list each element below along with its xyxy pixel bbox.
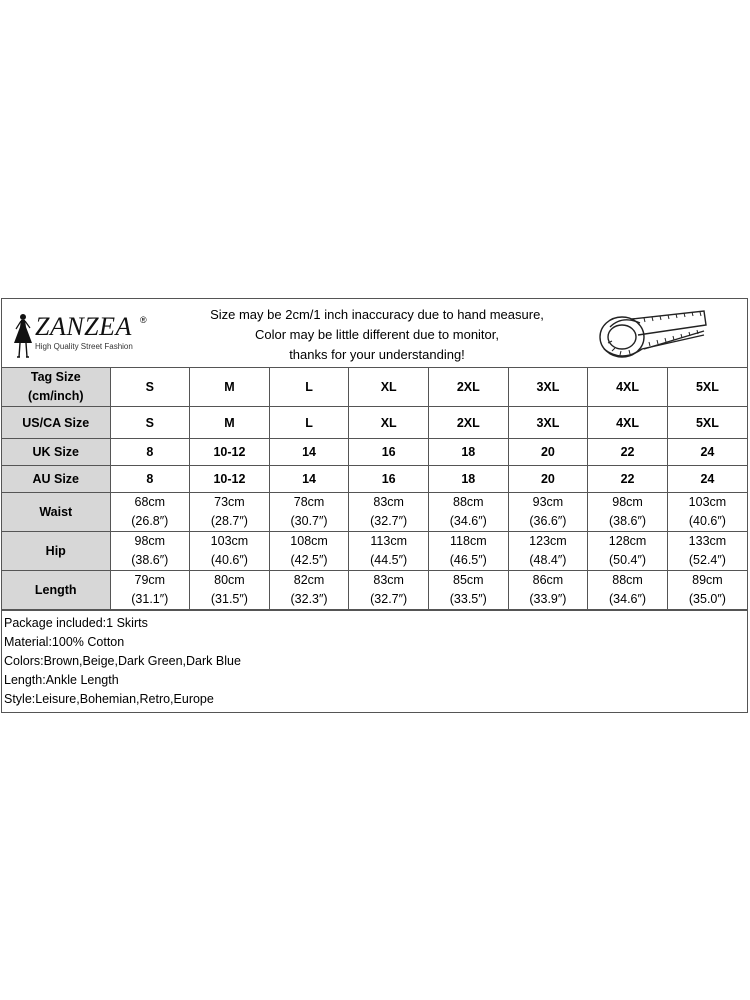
- info-line: Style:Leisure,Bohemian,Retro,Europe: [4, 692, 214, 706]
- table-cell: 86cm (33.9″): [508, 571, 588, 610]
- table-cell: M: [190, 407, 270, 439]
- table-cell: 103cm (40.6″): [190, 532, 270, 571]
- table-row: [2, 368, 747, 407]
- table-cell: 3XL: [508, 368, 588, 407]
- table-cell: 73cm (28.7″): [190, 493, 270, 532]
- table-cell: 10-12: [190, 439, 270, 466]
- brand-name: ZANZEA: [35, 312, 132, 341]
- row-label: Waist: [2, 493, 110, 532]
- table-cell: 14: [269, 466, 349, 493]
- info-line: Material:100% Cotton: [4, 635, 125, 649]
- notice-line: Size may be 2cm/1 inch inaccuracy due to hand measure,: [210, 307, 544, 322]
- table-cell: 128cm (50.4″): [588, 532, 668, 571]
- row-label: US/CA Size: [2, 407, 110, 439]
- table-cell: 118cm (46.5″): [429, 532, 509, 571]
- table-row: [2, 571, 747, 610]
- table-cell: 68cm (26.8″): [110, 493, 190, 532]
- table-cell: 16: [349, 466, 429, 493]
- table-cell: 123cm (48.4″): [508, 532, 588, 571]
- brand-logo: [8, 311, 158, 359]
- table-cell: 2XL: [429, 368, 509, 407]
- table-cell: 103cm (40.6″): [667, 493, 747, 532]
- table-cell: 14: [269, 439, 349, 466]
- row-label: Tag Size (cm/inch): [2, 368, 110, 407]
- table-cell: 89cm (35.0″): [667, 571, 747, 610]
- table-cell: 83cm (32.7″): [349, 571, 429, 610]
- row-label: Hip: [2, 532, 110, 571]
- table-cell: L: [269, 407, 349, 439]
- table-cell: 83cm (32.7″): [349, 493, 429, 532]
- table-cell: 18: [429, 439, 509, 466]
- table-cell: 5XL: [667, 407, 747, 439]
- row-label: AU Size: [2, 466, 110, 493]
- measuring-tape-icon: [592, 305, 712, 363]
- chart-header: [2, 299, 747, 368]
- size-chart: [1, 298, 748, 713]
- table-cell: 2XL: [429, 407, 509, 439]
- table-cell: 10-12: [190, 466, 270, 493]
- table-cell: 88cm (34.6″): [588, 571, 668, 610]
- table-row: [2, 532, 747, 571]
- notice-line: Color may be little different due to monitor,: [255, 327, 499, 342]
- table-cell: 24: [667, 439, 747, 466]
- table-cell: L: [269, 368, 349, 407]
- table-cell: 133cm (52.4″): [667, 532, 747, 571]
- table-cell: 79cm (31.1″): [110, 571, 190, 610]
- info-line: Length:Ankle Length: [4, 673, 119, 687]
- table-row: [2, 407, 747, 439]
- table-cell: S: [110, 407, 190, 439]
- table-cell: 8: [110, 466, 190, 493]
- registered-mark: ®: [140, 315, 147, 325]
- product-info: [2, 610, 747, 712]
- size-notice: [177, 305, 577, 365]
- brand-tagline: High Quality Street Fashion: [35, 342, 133, 351]
- table-cell: 93cm (36.6″): [508, 493, 588, 532]
- table-cell: 4XL: [588, 368, 668, 407]
- table-cell: 85cm (33.5″): [429, 571, 509, 610]
- table-cell: 113cm (44.5″): [349, 532, 429, 571]
- table-cell: 20: [508, 439, 588, 466]
- row-label: UK Size: [2, 439, 110, 466]
- table-cell: 80cm (31.5″): [190, 571, 270, 610]
- table-row: [2, 493, 747, 532]
- table-cell: XL: [349, 368, 429, 407]
- table-cell: 78cm (30.7″): [269, 493, 349, 532]
- table-cell: 82cm (32.3″): [269, 571, 349, 610]
- table-row: [2, 439, 747, 466]
- table-cell: 108cm (42.5″): [269, 532, 349, 571]
- table-cell: 20: [508, 466, 588, 493]
- table-cell: 3XL: [508, 407, 588, 439]
- table-cell: 24: [667, 466, 747, 493]
- table-cell: 98cm (38.6″): [110, 532, 190, 571]
- table-row: [2, 466, 747, 493]
- table-cell: S: [110, 368, 190, 407]
- table-cell: XL: [349, 407, 429, 439]
- table-cell: 5XL: [667, 368, 747, 407]
- table-cell: 18: [429, 466, 509, 493]
- dress-figure-icon: [12, 313, 34, 359]
- table-cell: 22: [588, 466, 668, 493]
- size-table: [2, 368, 747, 610]
- table-cell: 4XL: [588, 407, 668, 439]
- table-cell: 88cm (34.6″): [429, 493, 509, 532]
- info-line: Package included:1 Skirts: [4, 616, 148, 630]
- table-cell: 22: [588, 439, 668, 466]
- row-label: Length: [2, 571, 110, 610]
- table-cell: 8: [110, 439, 190, 466]
- table-cell: M: [190, 368, 270, 407]
- info-line: Colors:Brown,Beige,Dark Green,Dark Blue: [4, 654, 241, 668]
- table-cell: 98cm (38.6″): [588, 493, 668, 532]
- table-cell: 16: [349, 439, 429, 466]
- notice-line: thanks for your understanding!: [289, 347, 465, 362]
